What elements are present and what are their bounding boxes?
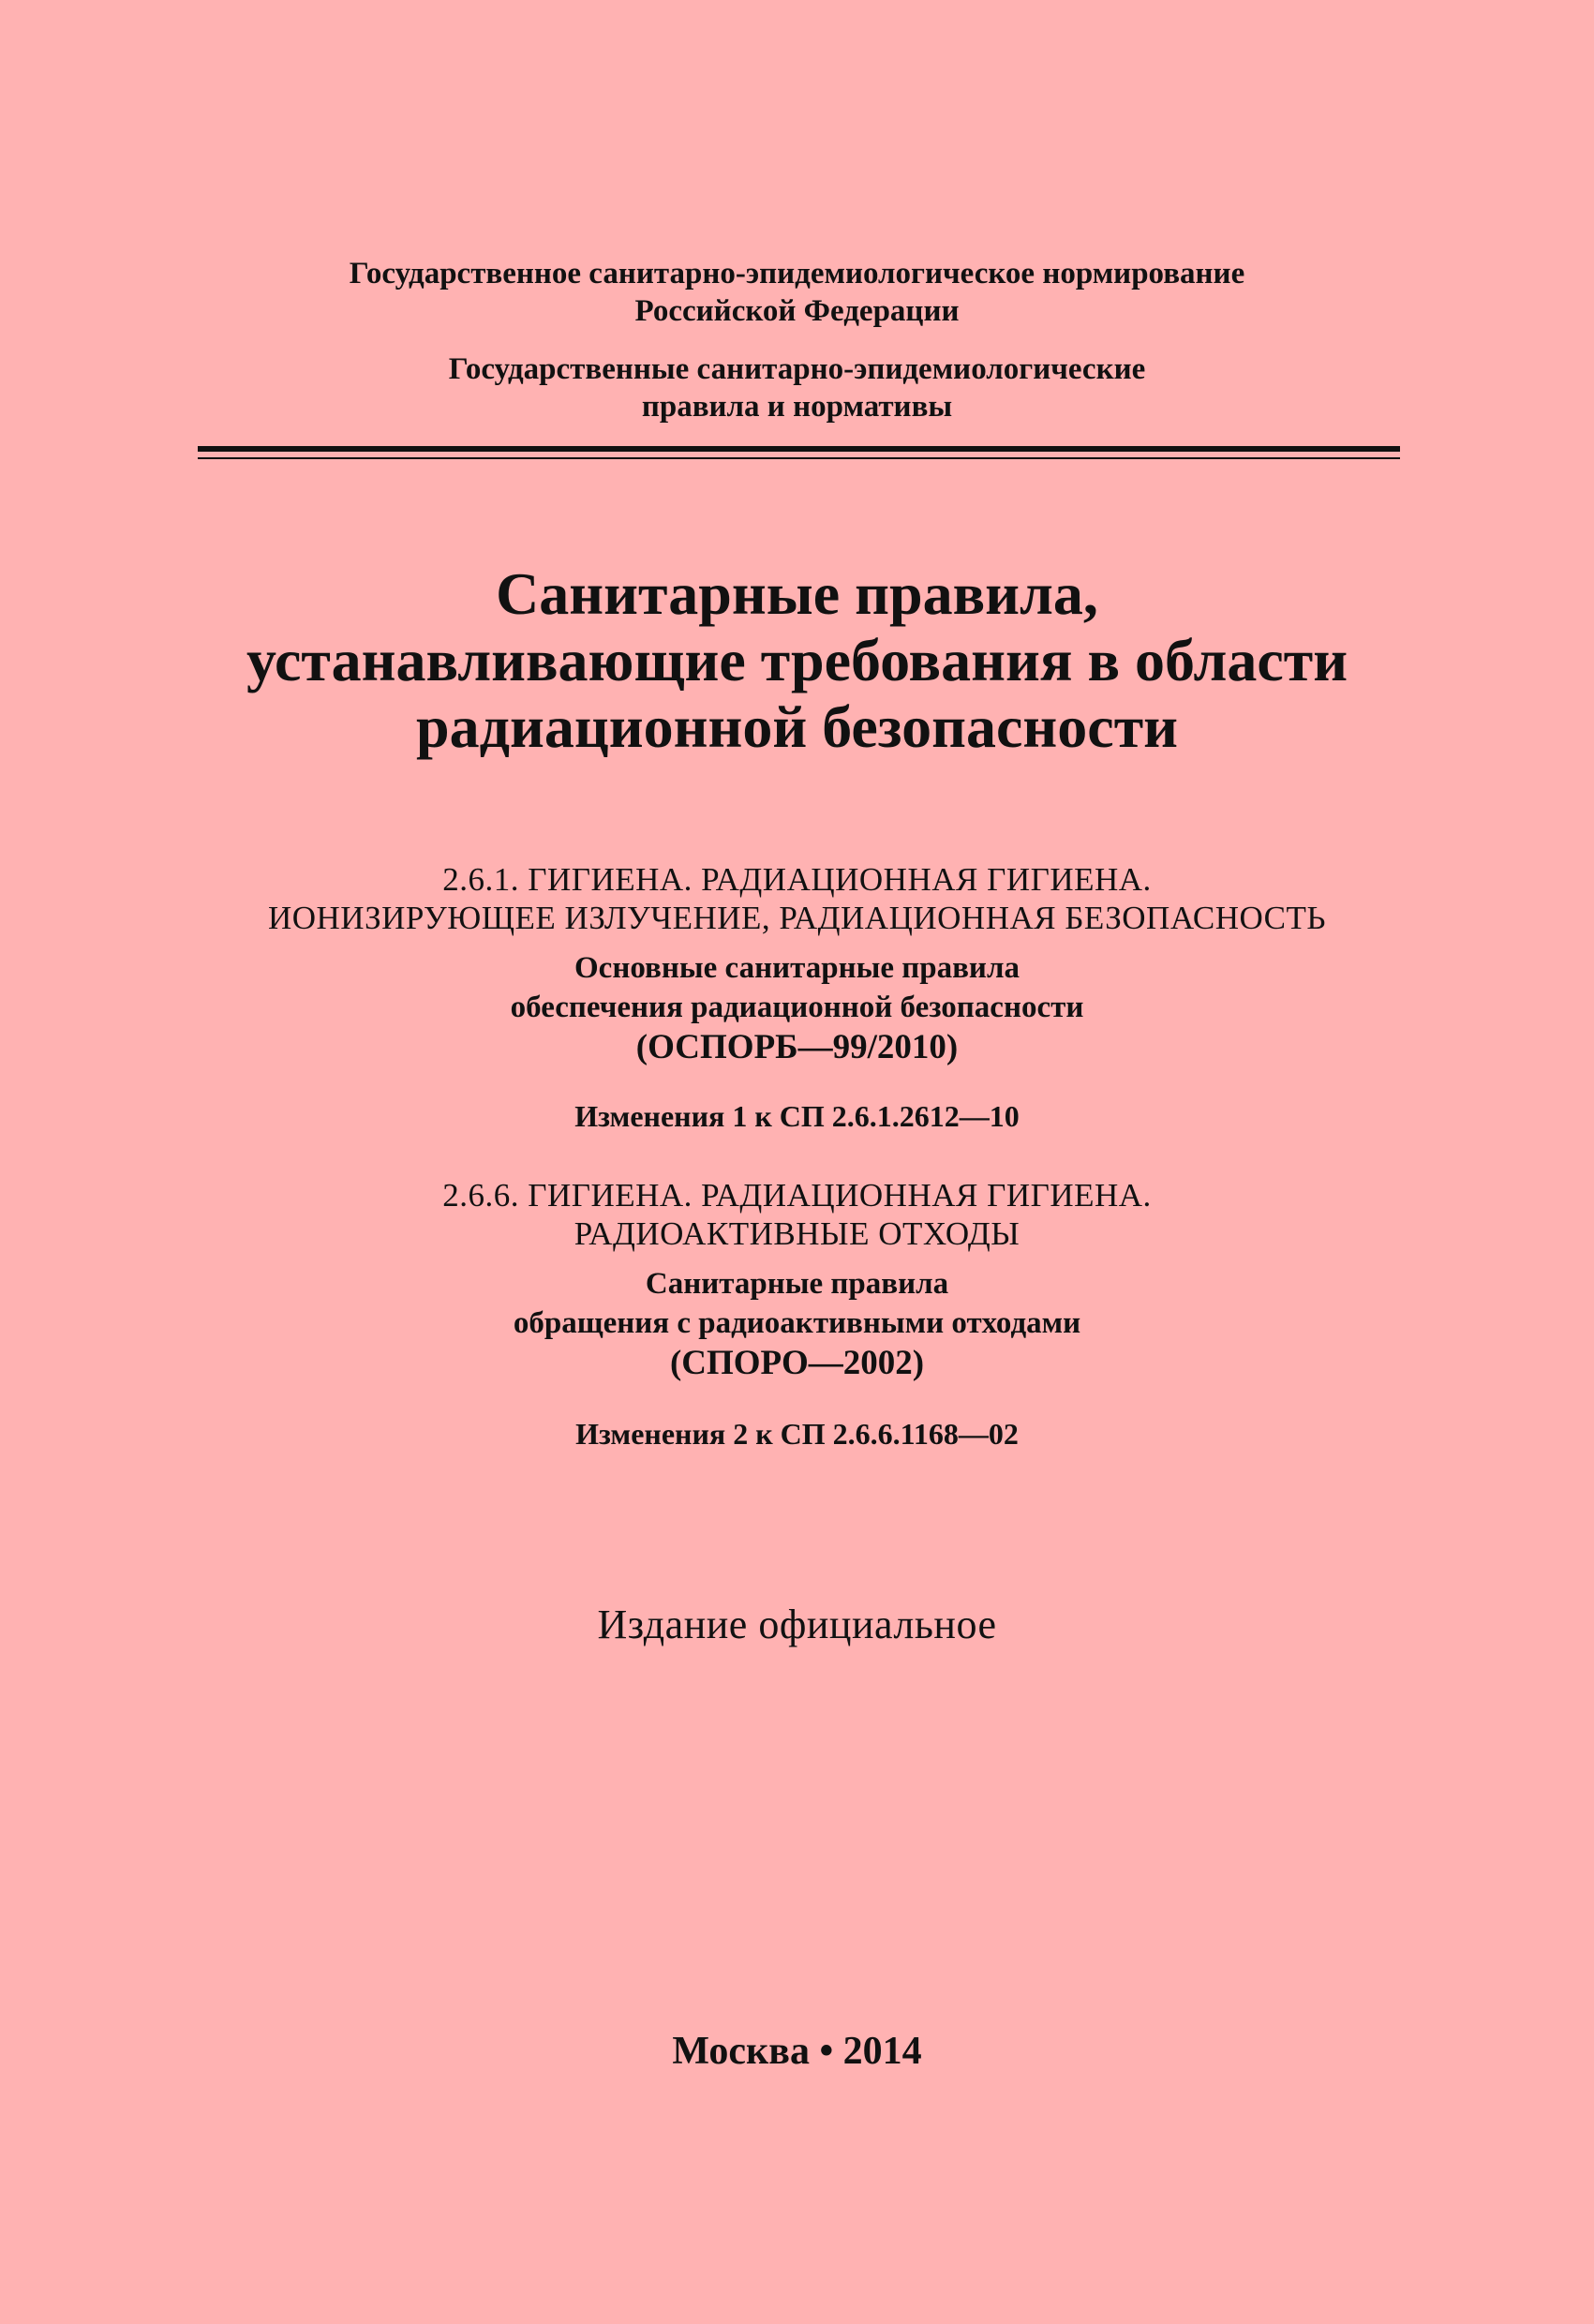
header-subline: правила и нормативы bbox=[641, 390, 953, 424]
title-line: радиационной безопасности bbox=[416, 693, 1178, 760]
section2-rules-title bbox=[0, 1264, 1594, 1384]
section1-amendment-text: Изменения 1 к СП 2.6.1.2612—10 bbox=[574, 1099, 1020, 1133]
page-title bbox=[0, 560, 1594, 760]
section1-heading bbox=[0, 860, 1594, 937]
section1-rules-title bbox=[0, 948, 1594, 1068]
title-line: Санитарные правила, bbox=[496, 560, 1098, 627]
header-authority bbox=[0, 255, 1594, 330]
title-line: устанавливающие требования в области bbox=[246, 627, 1348, 693]
section2-rules-line: обращения с радиоактивными отходами bbox=[513, 1306, 1081, 1340]
section2-heading bbox=[0, 1176, 1594, 1253]
section1-rules-line: Основные санитарные правила bbox=[574, 951, 1020, 985]
section1-heading-line: 2.6.1. ГИГИЕНА. РАДИАЦИОННАЯ ГИГИЕНА. bbox=[442, 861, 1152, 898]
section1-heading-line: ИОНИЗИРУЮЩЕЕ ИЗЛУЧЕНИЕ, РАДИАЦИОННАЯ БЕЗОПАСНОСТЬ bbox=[267, 900, 1327, 936]
section2-rules-code: (СПОРО—2002) bbox=[669, 1344, 925, 1382]
footer-text: Москва • 2014 bbox=[672, 2030, 922, 2073]
header-subline: Государственные санитарно-эпидемиологические bbox=[448, 352, 1146, 386]
section1-rules-code: (ОСПОРБ—99/2010) bbox=[635, 1028, 959, 1066]
publication-place-year bbox=[0, 2028, 1594, 2075]
edition-label bbox=[0, 1601, 1594, 1649]
divider-thick bbox=[198, 446, 1400, 452]
divider-thin bbox=[198, 457, 1400, 459]
header-line: Государственное санитарно-эпидемиологическое нормирование bbox=[349, 257, 1245, 290]
section2-amendment bbox=[0, 1415, 1594, 1452]
section2-heading-line: РАДИОАКТИВНЫЕ ОТХОДЫ bbox=[574, 1215, 1020, 1252]
header-document-type bbox=[0, 350, 1594, 425]
section2-amendment-text: Изменения 2 к СП 2.6.6.1168—02 bbox=[575, 1417, 1019, 1451]
section1-rules-line: обеспечения радиационной безопасности bbox=[510, 991, 1084, 1024]
edition-text: Издание официальное bbox=[597, 1601, 997, 1647]
section1-amendment bbox=[0, 1097, 1594, 1135]
header-line: Российской Федерации bbox=[634, 294, 960, 328]
section2-rules-line: Санитарные правила bbox=[645, 1267, 949, 1301]
section2-heading-line: 2.6.6. ГИГИЕНА. РАДИАЦИОННАЯ ГИГИЕНА. bbox=[442, 1177, 1152, 1214]
